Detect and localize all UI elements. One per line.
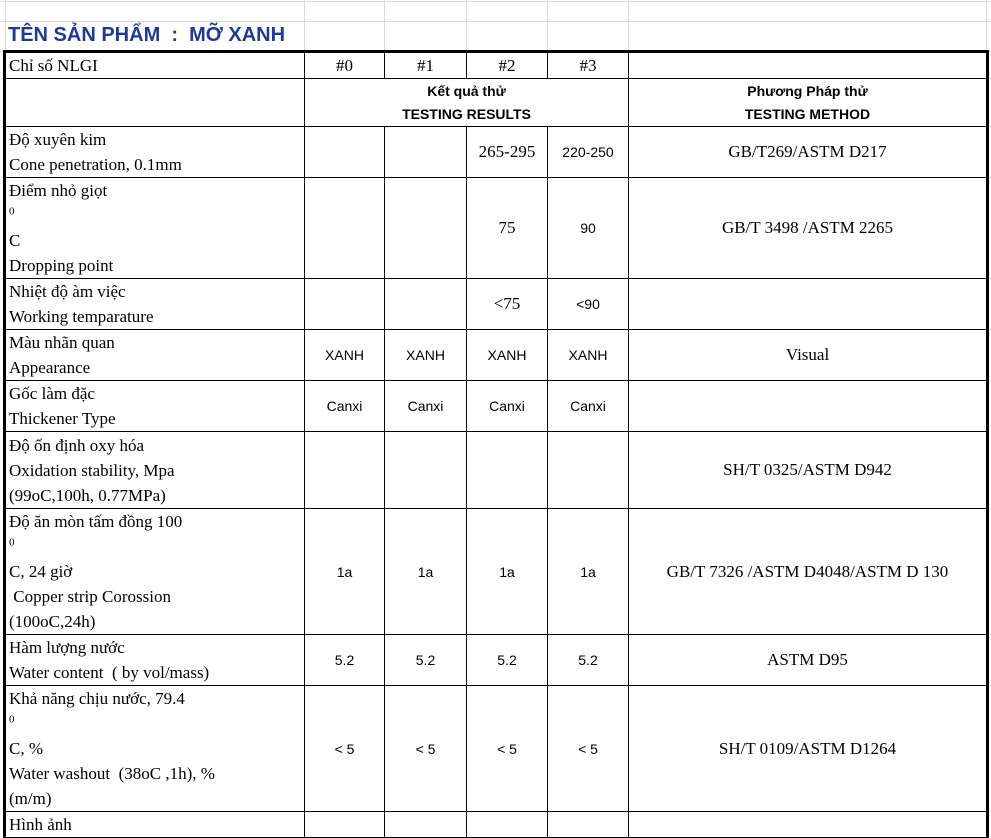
label-suffix: C, % — [9, 739, 43, 758]
value-cell: 1a — [548, 509, 629, 635]
gridline — [0, 21, 991, 22]
row-label-vi: Độ ổn định oxy hóa — [9, 435, 145, 455]
row-label — [6, 178, 305, 279]
table-row — [6, 127, 987, 178]
value-cell: Canxi — [467, 381, 548, 432]
row-label-en: Cone penetration, 0.1mm — [9, 155, 182, 174]
method-cell: ASTM D95 — [629, 635, 987, 686]
row-label-en: Thickener Type — [9, 409, 116, 428]
label-suffix: C, 24 giờ — [9, 562, 73, 581]
value-cell: 1a — [467, 509, 548, 635]
grade-1: #1 — [385, 53, 467, 79]
row-label — [6, 381, 305, 432]
method-cell: SH/T 0109/ASTM D1264 — [629, 686, 987, 812]
row-label-en: Working temparature — [9, 307, 154, 326]
value-cell: < 5 — [548, 686, 629, 812]
header-empty-cell — [629, 53, 987, 79]
row-label-en: Water content ( by vol/mass) — [9, 663, 210, 682]
value-cell: Canxi — [305, 381, 385, 432]
method-cell: SH/T 0325/ASTM D942 — [629, 432, 987, 509]
value-cell — [305, 127, 385, 178]
value-cell: 220-250 — [548, 127, 629, 178]
degree-superscript: 0 — [9, 205, 15, 218]
label-text: Khả năng chịu nước, 79.4 — [9, 689, 185, 708]
value-cell: 75 — [467, 178, 548, 279]
row-label-vi: Độ xuyên kim — [9, 130, 107, 149]
degree-superscript: 0 — [9, 536, 15, 549]
value-cell — [467, 432, 548, 509]
method-cell: GB/T 7326 /ASTM D4048/ASTM D 130 — [629, 509, 987, 635]
row-label-vi — [9, 178, 304, 253]
value-cell: <75 — [467, 279, 548, 330]
row-label-en: Appearance — [9, 358, 91, 377]
label-text: Điểm nhỏ giọt — [9, 181, 108, 200]
value-cell: 265-295 — [467, 127, 548, 178]
row-label — [6, 635, 305, 686]
table-row — [6, 812, 987, 838]
value-cell — [305, 178, 385, 279]
grade-3: #3 — [548, 53, 629, 79]
product-title: TÊN SẢN PHẨM : MỠ XANH — [8, 24, 286, 46]
table-row — [6, 381, 987, 432]
value-cell: 5.2 — [548, 635, 629, 686]
row-label-en: Water washout (38oC ,1h), % — [9, 764, 215, 783]
value-cell — [305, 279, 385, 330]
row-label — [6, 279, 305, 330]
value-cell — [548, 812, 629, 838]
row-label-extra: (100oC,24h) — [9, 612, 96, 631]
value-cell: 1a — [305, 509, 385, 635]
row-label — [6, 127, 305, 178]
row-label-vi: Gốc làm đặc — [9, 384, 95, 403]
row-label-en: Dropping point — [9, 256, 114, 275]
table-row — [6, 330, 987, 381]
row-label-vi: Màu nhãn quan — [9, 333, 115, 352]
value-cell — [385, 127, 467, 178]
row-label-en: Copper strip Corossion — [9, 587, 171, 606]
value-cell: 90 — [548, 178, 629, 279]
row-label-extra: (m/m) — [9, 789, 52, 808]
table-row — [6, 686, 987, 812]
method-cell: GB/T 3498 /ASTM 2265 — [629, 178, 987, 279]
testing-method-header — [629, 79, 987, 127]
testing-results-header — [305, 79, 629, 127]
row-label-extra: (99oC,100h, 0.77MPa) — [9, 485, 166, 505]
label-text: Độ ăn mòn tấm đồng 100 — [9, 512, 183, 531]
value-cell: <90 — [548, 279, 629, 330]
value-cell — [467, 812, 548, 838]
value-cell: Canxi — [385, 381, 467, 432]
method-cell: Visual — [629, 330, 987, 381]
header-row — [6, 53, 987, 79]
results-label-vi: Kết quả thử — [427, 82, 506, 99]
subheader-row — [6, 79, 987, 127]
value-cell: < 5 — [385, 686, 467, 812]
value-cell: 5.2 — [305, 635, 385, 686]
value-cell: < 5 — [467, 686, 548, 812]
table-row — [6, 432, 987, 509]
value-cell: Canxi — [548, 381, 629, 432]
method-label-vi: Phương Pháp thử — [747, 82, 868, 99]
method-cell — [629, 381, 987, 432]
nlgi-label: Chỉ số NLGI — [6, 53, 305, 79]
row-label — [6, 432, 305, 509]
degree-superscript: 0 — [9, 713, 15, 726]
method-label-en: TESTING METHOD — [744, 105, 871, 122]
table-row — [6, 279, 987, 330]
method-cell — [629, 279, 987, 330]
value-cell: 1a — [385, 509, 467, 635]
value-cell: 5.2 — [467, 635, 548, 686]
subheader-empty-cell — [6, 79, 305, 127]
value-cell — [385, 812, 467, 838]
value-cell — [305, 432, 385, 509]
row-label-vi: Hàm lượng nước — [9, 638, 125, 657]
label-suffix: C — [9, 231, 21, 250]
value-cell: XANH — [548, 330, 629, 381]
row-label-vi: Nhiệt độ àm việc — [9, 282, 126, 301]
grade-0: #0 — [305, 53, 385, 79]
method-cell: GB/T269/ASTM D217 — [629, 127, 987, 178]
table-row — [6, 178, 987, 279]
row-label-vi — [9, 509, 304, 584]
value-cell: XANH — [385, 330, 467, 381]
value-cell — [305, 812, 385, 838]
value-cell — [385, 279, 467, 330]
row-label-en: Oxidation stability, Mpa — [9, 460, 175, 480]
row-label — [6, 509, 305, 635]
value-cell — [385, 178, 467, 279]
grade-2: #2 — [467, 53, 548, 79]
value-cell: XANH — [305, 330, 385, 381]
value-cell — [385, 432, 467, 509]
value-cell — [548, 432, 629, 509]
row-label — [6, 812, 305, 838]
method-cell — [629, 812, 987, 838]
table-row — [6, 509, 987, 635]
results-label-en: TESTING RESULTS — [402, 105, 531, 122]
value-cell: 5.2 — [385, 635, 467, 686]
row-label — [6, 330, 305, 381]
spec-table — [5, 52, 987, 838]
row-label — [6, 686, 305, 812]
table-row — [6, 635, 987, 686]
value-cell: XANH — [467, 330, 548, 381]
row-label-vi — [9, 686, 304, 761]
row-label-vi: Hình ảnh — [9, 815, 72, 834]
value-cell: < 5 — [305, 686, 385, 812]
gridline — [0, 1, 991, 2]
